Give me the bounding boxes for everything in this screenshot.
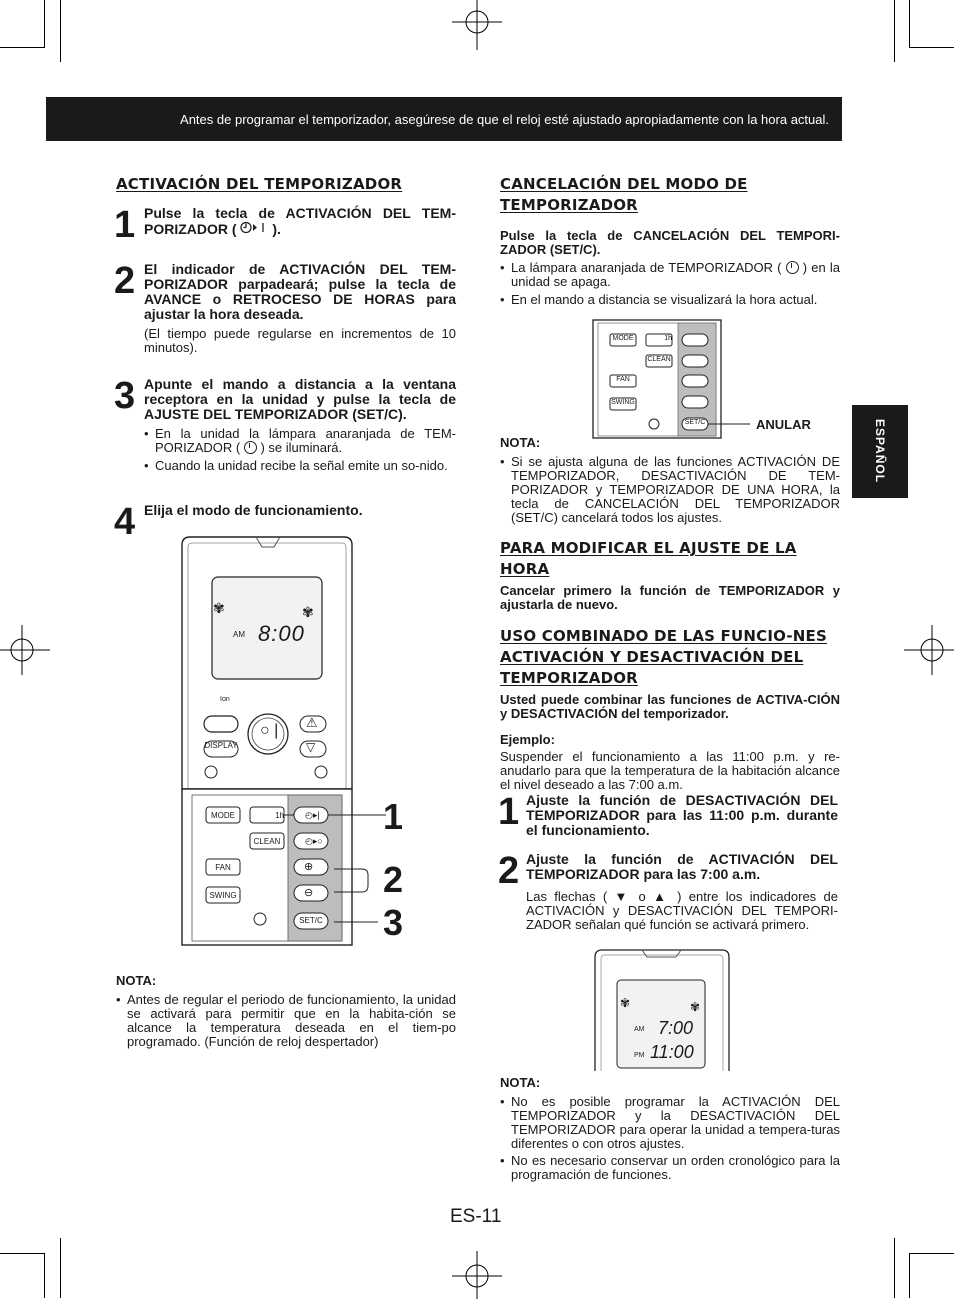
step-text: El indicador de ACTIVACIÓN DEL TEM-PORIZADOR parpadeará; pulse la tecla de AVANCE o RETROCESO DE HORAS para ajustar la hora deseada. xyxy=(144,261,456,322)
nota-list xyxy=(500,1095,840,1182)
section-heading-cancel: CANCELACIÓN DEL MODO DE TEMPORIZADOR xyxy=(500,175,748,214)
step-text: Ajuste la función de ACTIVACIÓN DEL TEMPORIZADOR para las 7:00 a.m. xyxy=(526,851,838,882)
step-number: 4 xyxy=(114,501,136,543)
nota-title: NOTA: xyxy=(500,1075,541,1090)
clean-button[interactable]: CLEAN xyxy=(253,837,281,846)
fan-icon: ✾ xyxy=(213,600,225,616)
panel-fan-button[interactable]: FAN xyxy=(616,376,630,383)
step-number: 2 xyxy=(498,850,520,892)
language-tab xyxy=(852,405,908,498)
ion-label: Ion xyxy=(220,696,230,703)
panel-setc-button[interactable]: SET/C xyxy=(684,419,706,426)
example-text: Suspender el funcionamiento a las 11:00 p.m. y re-anudarlo para que la temperatura de la habitación alcance el nivel deseado a las 7:00 a.m. xyxy=(500,749,840,792)
hour-up-button[interactable]: ⊕ xyxy=(304,861,314,873)
right-column-top xyxy=(500,174,840,307)
panel-clean-button[interactable]: CLEAN xyxy=(647,356,671,363)
timer-on-button[interactable]: ◴▸| xyxy=(305,810,320,820)
fan-icon: ✾ xyxy=(690,1000,701,1014)
swing-button[interactable]: SWING xyxy=(209,891,237,900)
hour-down-button[interactable]: ⊖ xyxy=(304,887,314,899)
combined-lead: Usted puede combinar las funciones de ACTIVA-CIÓN y DESACTIVACIÓN del temporizador. xyxy=(500,692,840,721)
nota-item: • No es posible programar la ACTIVACIÓN DEL TEMPORIZADOR y la DESACTIVACIÓN DEL TEMPORIZADOR para operar la unidad a tempera-turas diferentes o con otros ajustes. xyxy=(500,1095,840,1151)
timer-off-button[interactable]: ◴▸○ xyxy=(305,836,323,846)
fan-icon: ✾ xyxy=(620,996,631,1010)
callout-2: 2 xyxy=(383,859,404,900)
arrow-down-icon: ▼ xyxy=(614,889,632,904)
bullet-item: • En la unidad la lámpara anaranjada de TEM-PORIZADOR ( ) se iluminará. xyxy=(144,427,456,455)
step-text: Pulse la tecla de ACTIVACIÓN DEL TEM-PORIZADOR ( ). xyxy=(144,205,456,237)
nota-item: • Si se ajusta alguna de las funciones ACTIVACIÓN DE TEMPORIZADOR, DESACTIVACIÓN DE TEM-PORIZADOR y TEMPORIZADOR DE UNA HORA, la tecla de CANCELACIÓN DEL TEMPORIZADOR (SET/C) cancelará todos los ajustes. xyxy=(500,455,840,525)
banner-text: Antes de programar el temporizador, asegúrese de que el reloj esté ajustado apropiadamente con la hora actual. xyxy=(180,111,829,127)
left-column xyxy=(116,174,456,195)
example-label: Ejemplo: xyxy=(500,732,555,747)
left-nota xyxy=(116,974,456,1049)
step-number: 1 xyxy=(114,204,136,246)
section-heading-combined: USO COMBINADO DE LAS FUNCIO-NES ACTIVACIÓN Y DESACTIVACIÓN DEL TEMPORIZADOR xyxy=(500,627,827,687)
step-note: (El tiempo puede regularse en incrementos de 10 minutos). xyxy=(144,326,456,355)
display-pm-label: PM xyxy=(634,1052,645,1059)
panel-swing-button[interactable]: SWING xyxy=(611,399,635,406)
bullet-item: • Cuando la unidad recibe la señal emite un so-nido. xyxy=(144,459,456,473)
setc-button[interactable]: SET/C xyxy=(299,916,323,925)
timer-1h-button[interactable]: 1h xyxy=(275,811,284,820)
step-text: Elija el modo de funcionamiento. xyxy=(144,502,363,518)
remote-am-label: AM xyxy=(233,630,245,639)
step-note: Las flechas ( ▼ o ▲ ) entre los indicadores de ACTIVACIÓN y DESACTIVACIÓN DEL TEMPORI-ZADOR señalan qué función se activará primero. xyxy=(526,889,838,932)
display-am-label: AM xyxy=(634,1026,645,1033)
mode-button[interactable]: MODE xyxy=(211,811,235,820)
anular-callout: ANULAR xyxy=(756,417,811,432)
step-number: 1 xyxy=(498,791,520,833)
language-tab-label: ESPAÑOL xyxy=(873,418,887,484)
arrow-up-icon: ▲ xyxy=(653,889,670,904)
bullet-item: • La lámpara anaranjada de TEMPORIZADOR ( ) en la unidad se apaga. xyxy=(500,261,840,289)
clock-icon xyxy=(786,261,799,274)
nota-title: NOTA: xyxy=(500,435,541,450)
step-text: Apunte el mando a distancia a la ventana receptora en la unidad y pulse la tecla de AJUSTE DEL TEMPORIZADOR (SET/C). xyxy=(144,376,456,422)
fan-icon: ✾ xyxy=(302,604,314,620)
section-heading-activation: ACTIVACIÓN DEL TEMPORIZADOR xyxy=(116,175,403,193)
page-number: ES-11 xyxy=(450,1206,502,1227)
nota-list xyxy=(116,993,456,1049)
display-on-time: 7:00 xyxy=(658,1018,694,1038)
modify-text: Cancelar primero la función de TEMPORIZADOR y ajustarla de nuevo. xyxy=(500,583,840,612)
nota-title: NOTA: xyxy=(116,973,157,988)
power-icon: ○ | xyxy=(260,722,279,739)
fan-button[interactable]: FAN xyxy=(215,863,231,872)
step-bullets xyxy=(144,427,456,473)
callout-3: 3 xyxy=(383,902,404,943)
temp-up-icon: ⚠ xyxy=(306,715,318,730)
step-number: 3 xyxy=(114,375,136,417)
header-banner xyxy=(46,97,842,141)
right-nota-1 xyxy=(500,436,840,792)
registration-mark-left xyxy=(0,625,50,675)
nota-list xyxy=(500,455,840,525)
registration-mark-right xyxy=(904,625,954,675)
nota-item: • No es necesario conservar un orden cronológico para la programación de funciones. xyxy=(500,1154,840,1182)
clock-icon xyxy=(244,441,257,454)
registration-mark-top xyxy=(452,0,502,50)
cancel-lead: Pulse la tecla de CANCELACIÓN DEL TEMPORI-ZADOR (SET/C). xyxy=(500,228,840,257)
panel-timer-1h-button[interactable]: 1h xyxy=(664,335,672,342)
registration-mark-bottom xyxy=(452,1250,502,1300)
nota-item: • Antes de regular el periodo de funcionamiento, la unidad se activará para permitir que en la habita-ción se alcance la temperatura deseada en el tiem-po programado. (Función de reloj despertador) xyxy=(116,993,456,1049)
step-number: 2 xyxy=(114,260,136,302)
temp-down-icon: ▽ xyxy=(306,740,316,754)
cancel-bullets xyxy=(500,261,840,307)
callout-1: 1 xyxy=(383,796,404,837)
timer-on-icon xyxy=(240,221,268,237)
section-heading-modify: PARA MODIFICAR EL AJUSTE DE LA HORA xyxy=(500,539,797,578)
display-off-time: 11:00 xyxy=(650,1042,694,1062)
right-nota-2 xyxy=(500,1076,840,1182)
bullet-item: • En el mando a distancia se visualizará la hora actual. xyxy=(500,293,840,307)
panel-mode-button[interactable]: MODE xyxy=(612,335,634,342)
remote-time-display: 8:00 xyxy=(258,621,305,646)
step-text: Ajuste la función de DESACTIVACIÓN DEL TEMPORIZADOR para las 11:00 p.m. durante el funcionamiento. xyxy=(526,792,838,838)
display-button[interactable]: DISPLAY xyxy=(204,741,238,750)
